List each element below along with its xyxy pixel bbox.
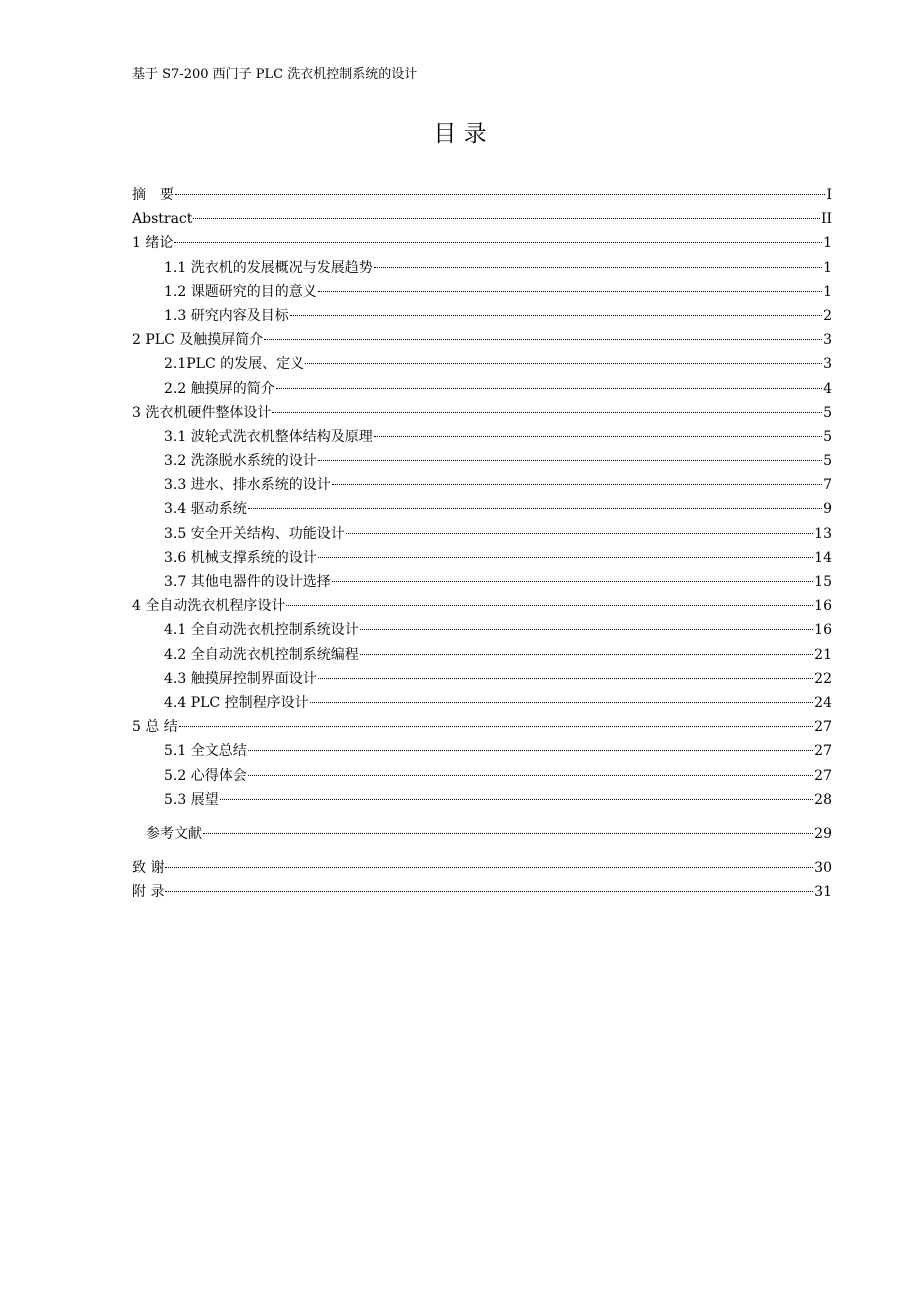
toc-entry-label: 3.5 安全开关结构、功能设计 [164, 525, 345, 542]
toc-entry-label: 3 洗衣机硬件整体设计 [132, 404, 272, 421]
toc-entry-appendix[interactable] [132, 880, 832, 904]
toc-entry-section-1-1[interactable] [132, 256, 832, 280]
dot-leader [318, 678, 813, 679]
dot-leader [318, 291, 822, 292]
toc-entry-chapter-3[interactable] [132, 401, 832, 425]
toc-entry-section-4-4[interactable] [132, 691, 832, 715]
toc-entry-label: 3.2 洗涤脱水系统的设计 [164, 453, 317, 470]
toc-entry-label: Abstract [132, 211, 193, 228]
dot-leader [179, 726, 813, 727]
toc-entry-page: 24 [814, 694, 832, 711]
dot-leader [310, 702, 814, 703]
dot-leader [272, 412, 822, 413]
dot-leader [174, 242, 822, 243]
toc-entry-page: II [820, 211, 832, 228]
toc-entry-section-1-2[interactable] [132, 280, 832, 304]
dot-leader [318, 460, 822, 461]
toc-entry-section-3-1[interactable] [132, 425, 832, 449]
toc-entry-page: 16 [814, 598, 832, 615]
toc-entry-label: 1.1 洗衣机的发展概况与发展趋势 [164, 259, 373, 276]
toc-entry-page: 7 [823, 477, 832, 494]
toc-entry-page: 1 [823, 235, 832, 252]
toc-entry-label: 3.3 进水、排水系统的设计 [164, 477, 331, 494]
toc-entry-chapter-5[interactable] [132, 715, 832, 739]
toc-entry-references[interactable] [132, 822, 832, 846]
dot-leader [290, 315, 822, 316]
toc-entry-label: 3.1 波轮式洗衣机整体结构及原理 [164, 428, 373, 445]
toc-entry-acknowledgements[interactable] [132, 856, 832, 880]
dot-leader [165, 867, 813, 868]
toc-entry-page: 21 [814, 646, 832, 663]
dot-leader [374, 267, 822, 268]
toc-entry-section-2-1[interactable] [132, 352, 832, 376]
toc-entry-label: 5.1 全文总结 [164, 743, 247, 760]
toc-entry-section-1-3[interactable] [132, 304, 832, 328]
dot-leader [220, 799, 813, 800]
dot-leader [193, 218, 820, 219]
dot-leader [248, 508, 822, 509]
toc-entry-chapter-4[interactable] [132, 594, 832, 618]
toc-entry-label: 1.2 课题研究的目的意义 [164, 283, 317, 300]
toc-entry-page: 3 [823, 356, 832, 373]
toc-entry-page: 28 [814, 791, 832, 808]
dot-leader [305, 363, 822, 364]
dot-leader [203, 833, 813, 834]
toc-entry-section-4-1[interactable] [132, 618, 832, 642]
toc-entry-page: 5 [823, 453, 832, 470]
toc-entry-label: 5.3 展望 [164, 791, 219, 808]
toc-entry-page: 16 [814, 622, 832, 639]
dot-leader [346, 533, 813, 534]
toc-entry-label: 参考文献 [146, 825, 202, 842]
toc-entry-label: 3.6 机械支撑系统的设计 [164, 549, 317, 566]
toc-entry-label: 致 谢 [132, 860, 165, 877]
toc-entry-page: 1 [823, 259, 832, 276]
toc-entry-label: 4 全自动洗衣机程序设计 [132, 598, 286, 615]
toc-entry-label: 4.1 全自动洗衣机控制系统设计 [164, 622, 359, 639]
toc-entry-label: 5 总 结 [132, 719, 178, 736]
toc-entry-label: 1.3 研究内容及目标 [164, 307, 289, 324]
toc-entry-label: 4.3 触摸屏控制界面设计 [164, 670, 317, 687]
toc-entry-section-3-6[interactable] [132, 546, 832, 570]
toc-entry-label: 5.2 心得体会 [164, 767, 247, 784]
dot-leader [318, 557, 813, 558]
toc-entry-abstract-cn[interactable] [132, 183, 832, 207]
toc-entry-page: I [826, 187, 832, 203]
toc-entry-page: 15 [814, 574, 832, 590]
dot-leader [175, 194, 825, 195]
toc-entry-abstract-en[interactable] [132, 207, 832, 231]
toc-entry-section-5-3[interactable] [132, 788, 832, 812]
toc-entry-page: 22 [814, 670, 832, 687]
toc-entry-label: 4.4 PLC 控制程序设计 [164, 694, 309, 711]
toc-entry-page: 1 [823, 283, 832, 300]
toc-entry-section-5-1[interactable] [132, 739, 832, 763]
toc-entry-section-3-7[interactable] [132, 570, 832, 594]
toc-entry-page: 2 [823, 307, 832, 324]
toc-entry-label: 4.2 全自动洗衣机控制系统编程 [164, 646, 359, 663]
dot-leader [360, 654, 813, 655]
dot-leader [165, 891, 813, 892]
running-header: 基于 S7-200 西门子 PLC 洗衣机控制系统的设计 [132, 67, 418, 82]
dot-leader [248, 775, 813, 776]
toc-entry-section-4-3[interactable] [132, 667, 832, 691]
toc-title: 目 录 [433, 121, 487, 147]
table-of-contents [132, 183, 832, 904]
toc-entry-page: 5 [823, 404, 832, 421]
toc-entry-label: 2 PLC 及触摸屏简介 [132, 332, 264, 349]
dot-leader [276, 388, 822, 389]
toc-entry-label: 2.1PLC 的发展、定义 [164, 356, 305, 373]
toc-entry-page: 14 [814, 549, 832, 566]
toc-entry-page: 4 [823, 380, 832, 397]
dot-leader [332, 581, 813, 582]
toc-entry-page: 30 [814, 860, 832, 877]
toc-entry-page: 31 [814, 884, 832, 901]
toc-entry-section-5-2[interactable] [132, 764, 832, 788]
toc-entry-page: 3 [823, 332, 832, 349]
toc-entry-page: 27 [814, 719, 832, 736]
toc-entry-chapter-1[interactable] [132, 231, 832, 255]
dot-leader [360, 629, 813, 630]
toc-entry-page: 13 [814, 525, 832, 542]
toc-entry-page: 29 [814, 825, 832, 842]
dot-leader [332, 484, 822, 485]
dot-leader [286, 605, 813, 606]
toc-entry-section-3-3[interactable] [132, 473, 832, 497]
toc-entry-section-2-2[interactable] [132, 377, 832, 401]
toc-entry-label: 2.2 触摸屏的简介 [164, 380, 275, 397]
toc-entry-label: 附 录 [132, 884, 165, 901]
dot-leader [374, 436, 822, 437]
toc-entry-page: 27 [814, 767, 832, 784]
toc-entry-section-3-4[interactable] [132, 497, 832, 521]
toc-entry-page: 5 [823, 428, 832, 445]
toc-entry-label: 摘 要 [132, 187, 174, 203]
toc-entry-page: 9 [823, 501, 832, 518]
toc-entry-section-4-2[interactable] [132, 643, 832, 667]
toc-entry-label: 1 绪论 [132, 235, 174, 252]
toc-entry-page: 27 [814, 743, 832, 760]
toc-entry-label: 3.7 其他电器件的设计选择 [164, 574, 331, 590]
toc-entry-chapter-2[interactable] [132, 328, 832, 352]
toc-entry-label: 3.4 驱动系统 [164, 501, 247, 518]
dot-leader [264, 339, 822, 340]
dot-leader [248, 750, 813, 751]
toc-entry-section-3-5[interactable] [132, 522, 832, 546]
toc-entry-section-3-2[interactable] [132, 449, 832, 473]
